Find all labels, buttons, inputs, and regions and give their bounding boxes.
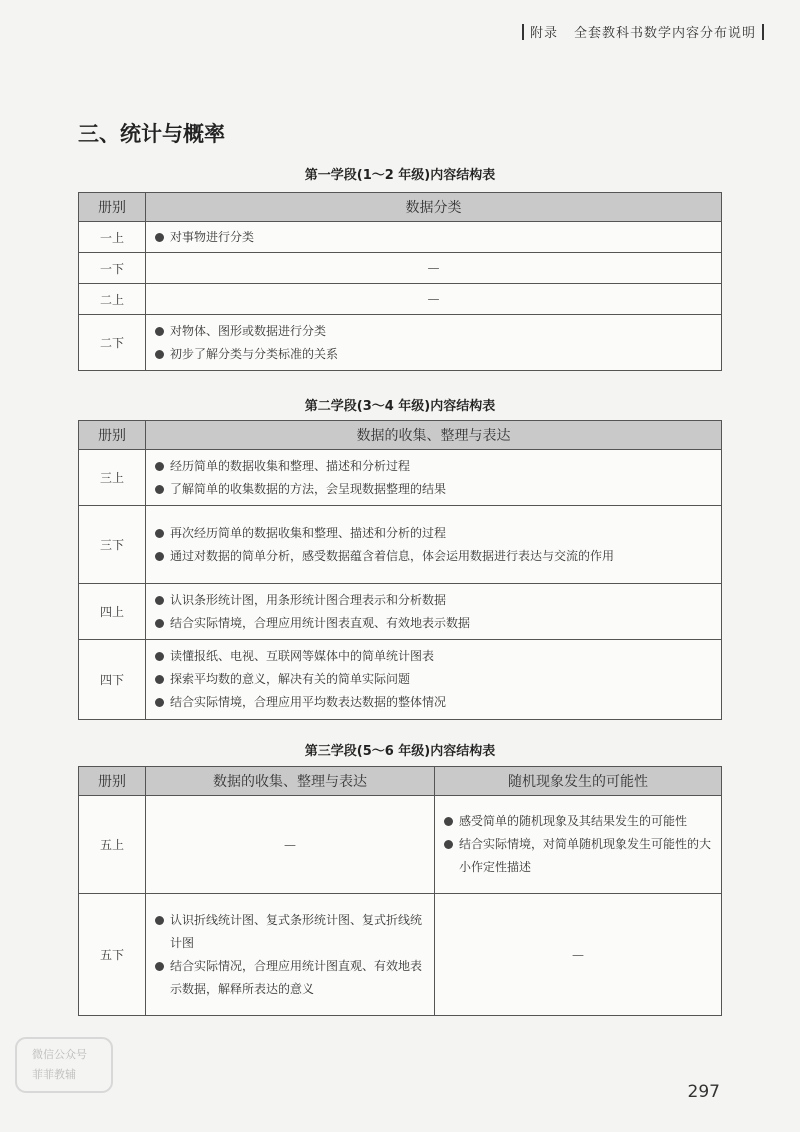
list-item: 探索平均数的意义，解决有关的简单实际问题 [154, 668, 713, 691]
table2-caption: 第二学段(3～4 年级)内容结构表 [304, 399, 496, 414]
table-header-row [79, 193, 722, 222]
section-title: 三、统计与概率 [78, 122, 225, 146]
col-header-content: 数据分类 [146, 193, 722, 222]
content-cell [435, 796, 722, 894]
content-cell [146, 894, 435, 1016]
table-row [79, 253, 722, 284]
volume-cell: 二下 [79, 315, 146, 371]
table-row [79, 894, 722, 1016]
table-header-row [79, 767, 722, 796]
header-title: 全套教科书数学内容分布说明 [573, 26, 756, 41]
content-cell [146, 506, 722, 584]
volume-cell: 一上 [79, 222, 146, 253]
page-number: 297 [687, 1082, 720, 1102]
content-cell [146, 315, 722, 371]
list-item: 对物体、图形或数据进行分类 [154, 320, 713, 343]
empty-cell: — [146, 253, 722, 284]
table-row [79, 315, 722, 371]
empty-cell: — [146, 796, 435, 894]
table-row [79, 584, 722, 640]
table1 [78, 192, 722, 371]
table-header-row [79, 421, 722, 450]
volume-cell: 三上 [79, 450, 146, 506]
watermark-line2: 菲菲教辅 [32, 1068, 76, 1081]
volume-cell: 四下 [79, 640, 146, 720]
col-header-volume: 册别 [79, 767, 146, 796]
list-item: 结合实际情境，合理应用统计图表直观、有效地表示数据 [154, 612, 713, 635]
volume-cell: 二上 [79, 284, 146, 315]
table-row [79, 506, 722, 584]
volume-cell: 一下 [79, 253, 146, 284]
table1-caption: 第一学段(1～2 年级)内容结构表 [304, 168, 496, 183]
table-row [79, 450, 722, 506]
list-item: 认识折线统计图、复式条形统计图、复式折线统计图 [154, 909, 426, 955]
col-header-volume: 册别 [79, 193, 146, 222]
list-item: 初步了解分类与分类标准的关系 [154, 343, 713, 366]
col-header-content: 数据的收集、整理与表达 [146, 421, 722, 450]
table3-caption: 第三学段(5～6 年级)内容结构表 [304, 744, 496, 759]
volume-cell: 五上 [79, 796, 146, 894]
list-item: 经历简单的数据收集和整理、描述和分析过程 [154, 455, 713, 478]
col-header-a: 数据的收集、整理与表达 [146, 767, 435, 796]
list-item: 了解简单的收集数据的方法，会呈现数据整理的结果 [154, 478, 713, 501]
list-item: 结合实际情境，合理应用平均数表达数据的整体情况 [154, 691, 713, 714]
list-item: 通过对数据的简单分析，感受数据蕴含着信息，体会运用数据进行表达与交流的作用 [154, 545, 713, 568]
volume-cell: 五下 [79, 894, 146, 1016]
table2 [78, 420, 722, 720]
header-divider [522, 24, 524, 40]
content-cell [146, 450, 722, 506]
list-item: 结合实际情况，合理应用统计图直观、有效地表示数据，解释所表达的意义 [154, 955, 426, 1001]
table-row [79, 284, 722, 315]
col-header-b: 随机现象发生的可能性 [435, 767, 722, 796]
content-cell [146, 222, 722, 253]
running-header [522, 22, 764, 41]
col-header-volume: 册别 [79, 421, 146, 450]
empty-cell: — [435, 894, 722, 1016]
table-row [79, 640, 722, 720]
table-row [79, 796, 722, 894]
header-tag: 附录 [529, 26, 558, 41]
content-cell [146, 584, 722, 640]
volume-cell: 四上 [79, 584, 146, 640]
watermark-icon [14, 1036, 114, 1094]
content-cell [146, 640, 722, 720]
table3 [78, 766, 722, 1016]
header-divider [762, 24, 764, 40]
volume-cell: 三下 [79, 506, 146, 584]
empty-cell: — [146, 284, 722, 315]
list-item: 感受简单的随机现象及其结果发生的可能性 [443, 810, 713, 833]
list-item: 再次经历简单的数据收集和整理、描述和分析的过程 [154, 522, 713, 545]
list-item: 读懂报纸、电视、互联网等媒体中的简单统计图表 [154, 645, 713, 668]
list-item: 认识条形统计图，用条形统计图合理表示和分析数据 [154, 589, 713, 612]
table-row [79, 222, 722, 253]
list-item: 对事物进行分类 [154, 226, 713, 249]
watermark-line1: 微信公众号 [32, 1048, 87, 1061]
list-item: 结合实际情境，对简单随机现象发生可能性的大小作定性描述 [443, 833, 713, 879]
watermark [14, 1036, 114, 1094]
